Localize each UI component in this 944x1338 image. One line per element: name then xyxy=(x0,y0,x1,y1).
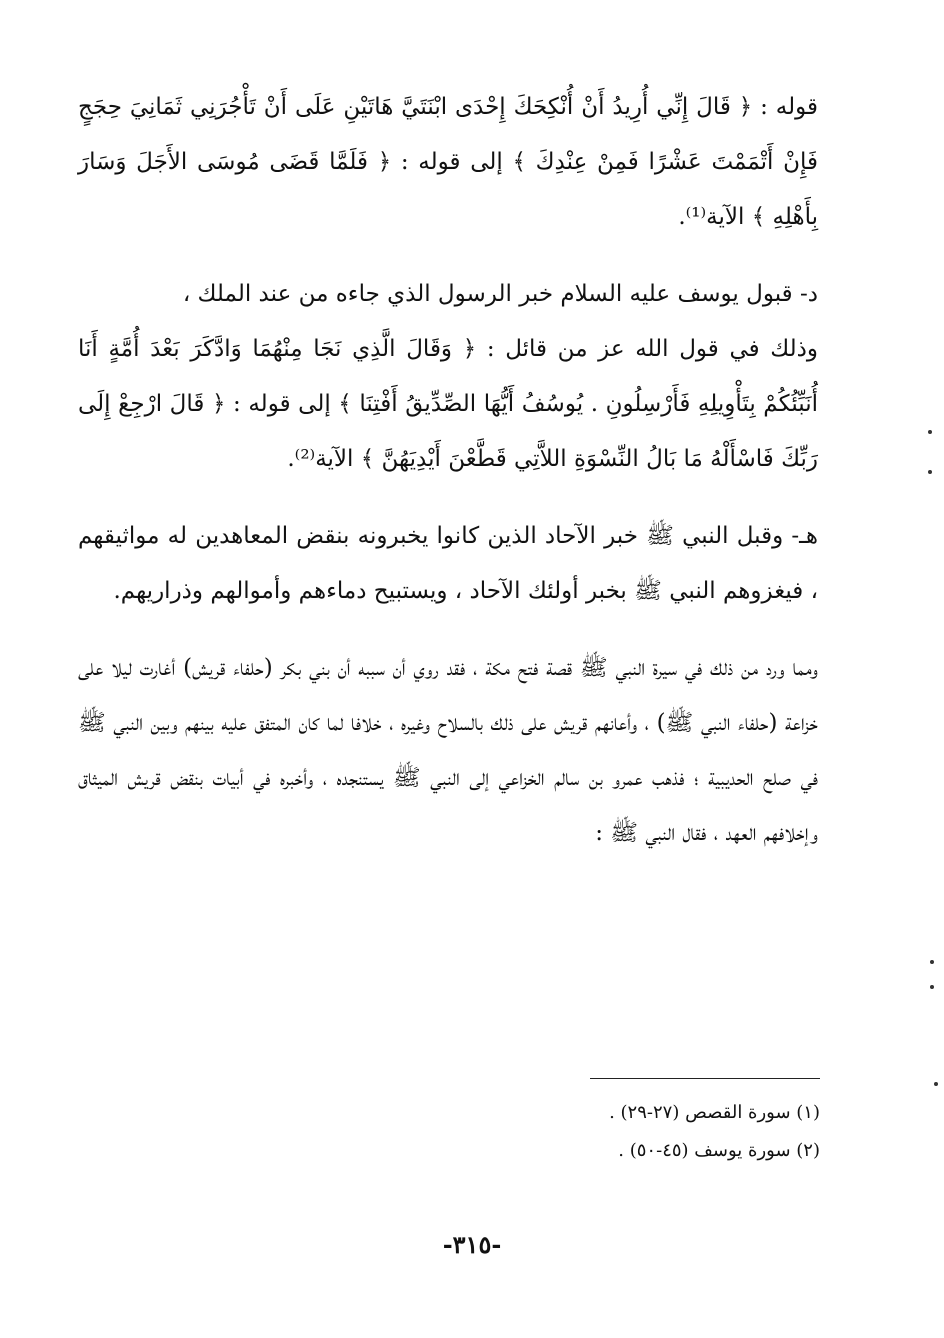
paragraph-heading-line: د- قبول يوسف عليه السلام خبر الرسول الذي جاءه من عند الملك ، xyxy=(182,281,818,307)
footnote-1: (١) سورة القصص (٢٧-٢٩) . xyxy=(609,1102,820,1123)
page-number: -٣١٥- xyxy=(442,1230,502,1259)
paragraph-makkah-conquest xyxy=(78,641,818,861)
paragraph-prophet-ahad xyxy=(78,509,818,619)
scan-speck xyxy=(934,1082,938,1086)
footnote-divider xyxy=(590,1078,820,1079)
paragraph-text: ومما ورد من ذلك في سيرة النبي ﷺ قصة فتح مكة ، فقد روي أن سببه أن بني بكر (حلفاء قريش) أغارت ليلا على خزاعة (حلفاء النبي ﷺ) ، وأعانهم قريش على ذلك بالسلاح وغيره ، خلافا لما كان المتفق عليه بينهم وبين النبي ﷺ في صلح الحديبية ؛ فذهب عمرو بن سالم الخزاعي إلى النبي ﷺ يستنجده ، وأخبره في أبيات بنقض قريش الميثاق وإخلافهم العهد ، فقال النبي ﷺ : xyxy=(78,655,818,846)
paragraph-text: هـ- وقبل النبي ﷺ خبر الآحاد الذين كانوا يخبرونه بنقض المعاهدين له مواثيقهم ، فيغزوهم النبي ﷺ بخبر أولئك الآحاد ، ويستبيح دماءهم وأموالهم وذراريهم. xyxy=(78,523,818,604)
scan-speck xyxy=(928,470,932,474)
main-text xyxy=(78,80,818,883)
scan-speck xyxy=(930,960,934,964)
footnote-2: (٢) سورة يوسف (٤٥-٥٠) . xyxy=(618,1140,820,1161)
scan-margin-marks xyxy=(928,0,942,1338)
footnotes xyxy=(300,1094,820,1170)
scan-speck xyxy=(930,985,934,989)
paragraph-text: وذلك في قول الله عز من قائل : ﴿ وَقَالَ الَّذِي نَجَا مِنْهُمَا وَادَّكَرَ بَعْدَ أُمَّةٍ أَنَا أُنَبِّئُكُمْ بِتَأْوِيلِهِ فَأَرْسِلُونِ . يُوسُفُ أَيُّهَا الصِّدِّيقُ أَفْتِنَا ﴾ إلى قوله : ﴿ قَالَ ارْجِعْ إِلَى رَبِّكَ فَاسْأَلْهُ مَا بَالُ النِّسْوَةِ اللاَّتِي قَطَّعْنَ أَيْدِيَهُنَّ ﴾ الآية⁽²⁾. xyxy=(78,336,818,472)
paragraph-yusuf xyxy=(78,267,818,487)
scan-speck xyxy=(928,430,932,434)
paragraph-text: قوله : ﴿ قَالَ إِنِّي أُرِيدُ أَنْ أُنْكِحَكَ إِحْدَى ابْنَتَيَّ هَاتَيْنِ عَلَى أَنْ تَأْجُرَنِي ثَمَانِيَ حِجَجٍ فَإِنْ أَتْمَمْتَ عَشْرًا فَمِنْ عِنْدِكَ ﴾ إلى قوله : ﴿ فَلَمَّا قَضَى مُوسَى الأَجَلَ وَسَارَ بِأَهْلِهِ ﴾ الآية⁽¹⁾. xyxy=(78,94,818,230)
paragraph-moses-verse xyxy=(78,80,818,245)
